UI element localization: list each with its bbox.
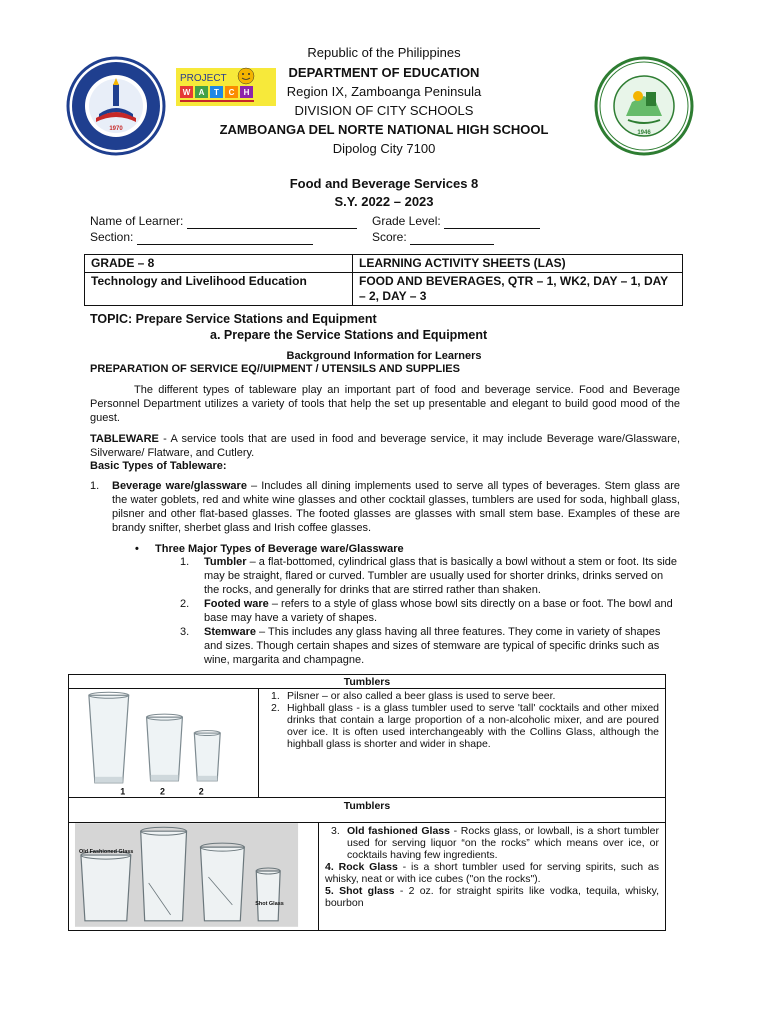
item-number: 2. [180,598,190,610]
svg-text:W: W [182,88,191,97]
svg-text:1970: 1970 [109,126,123,132]
item-term: Tumbler [204,556,247,568]
item-number: 4. [325,861,334,873]
shot-glass-label: Shot Glass [255,900,284,907]
old-fashioned-glasses-image [69,823,319,930]
region-line: Region IX, Zamboanga Peninsula [286,84,482,99]
preparation-title: PREPARATION OF SERVICE EQ//UIPMENT / UTENSILS AND SUPPLIES [90,363,460,375]
school-name: ZAMBOANGA DEL NORTE NATIONAL HIGH SCHOOL [219,122,549,137]
tumblers-description [319,823,665,930]
list-item [325,861,659,885]
item-number: 3. [331,825,340,837]
bullet-heading-text: Three Major Types of Beverage ware/Glassware [155,543,404,555]
grade-cell: GRADE – 8 [85,255,353,273]
item-term: Rock Glass [338,861,398,873]
score-field-group [372,229,494,245]
republic-line: Republic of the Philippines [307,45,461,60]
svg-text:A: A [198,88,205,97]
tableware-definition: - A service tools that are used in food and beverage service, it may include Beverage ware/Glassware, Silverware/ Flatware, and Cutlery. [90,433,680,459]
basic-types-heading: Basic Types of Tableware: [90,460,227,472]
bullet-heading [135,542,404,556]
item-definition: - 2 oz. for straight spirits like vodka, tequila, whisky, bourbon [325,885,659,909]
item-definition: - Rocks glass, or lowball, is a short tumbler used for serving liquor “on the rocks” which means over ice, or cocktails having few ingredients. [347,825,660,861]
school-year: S.Y. 2022 – 2023 [334,194,434,209]
department-line: DEPARTMENT OF EDUCATION [288,65,480,80]
list-item [265,690,659,702]
score-blank[interactable] [410,233,494,245]
svg-text:PROJECT: PROJECT [180,73,227,84]
table-row [85,255,683,273]
item-text: Pilsner – or also called a beer glass is used to serve beer. [287,690,556,702]
item-term: Stemware [204,626,256,638]
tumblers-heading: Tumblers [69,675,665,689]
name-label: Name of Learner: [90,214,184,228]
svg-text:1946: 1946 [637,130,651,136]
item-number: 5. [325,885,334,897]
list-item [180,555,680,597]
grade-label: Grade Level: [372,214,441,228]
background-heading: Background Information for Learners [286,350,482,362]
list-item [180,597,680,625]
item-term: Beverage ware/glassware [112,480,247,492]
item-definition: – Includes all dining implements used to serve all types of beverages. Stem glass are the water goblets, red and white wine glasses and other cocktail glasses, tumblers are used for soda, highball glass, pilsner and other flat-based glasses. The footed glasses are glasses with small stem base. Examples of these are brandy snifter, sherbet glass and Irish coffee glasses. [112,480,681,534]
svg-text:C: C [228,88,235,97]
tumblers-table-2 [68,797,666,931]
tableware-paragraph [90,432,680,460]
glassware-types-list [180,555,680,667]
section-field-group [90,229,313,245]
subject-cell: Technology and Livelihood Education [85,273,353,306]
grade-field-group [372,213,540,229]
quarter-cell: FOOD AND BEVERAGES, QTR – 1, WK2, DAY – 1, DAY – 2, DAY – 3 [353,273,683,306]
item-text [112,479,680,535]
tableware-term: TABLEWARE [90,433,159,445]
tumblers-heading: Tumblers [69,798,665,823]
name-field-group [90,213,357,229]
section-blank[interactable] [137,233,313,245]
list-item [180,625,680,667]
intro-paragraph: The different types of tableware play an important part of food and beverage service. Food and Beverage Personnel Department utilizes a variety of tools that help the set up presentable and elegant to build good mood of the guest. [90,384,680,424]
item-definition: – This includes any glass having all three features. They come in variety of shapes and sizes. Though certain shapes and sizes of stemware are typical of specific drinks such as wine, margarita and champagne. [204,626,661,666]
item-definition: - is a short tumbler used for serving spirits, such as whisky, neat or with ice cubes ("on the rocks"). [325,861,659,885]
subject-title: Food and Beverage Services 8 [289,176,479,191]
tumblers-body [69,689,665,797]
svg-text:T: T [214,88,219,97]
grade-blank[interactable] [444,217,540,229]
old-fashioned-label: Old Fashioned Glass [78,849,134,856]
glass-label: 2 [198,786,204,797]
item-number: 1. [271,690,280,702]
bullet-icon: • [135,543,139,555]
las-cell: LEARNING ACTIVITY SHEETS (LAS) [353,255,683,273]
item-term: Old fashioned Glass [347,825,450,837]
list-item [265,702,659,750]
item-number: 1. [180,556,190,568]
glass-label: 1 [120,786,126,797]
item-definition: – refers to a style of glass whose bowl sits directly on a base or foot. The bowl and base may have a variety of shapes. [204,598,673,624]
score-label: Score: [372,230,407,244]
item-term: Shot glass [339,885,395,897]
grade-info-table [84,254,683,306]
table-row [85,273,683,306]
division-line: DIVISION OF CITY SCHOOLS [294,103,474,118]
list-item [325,825,659,861]
glass-label: 2 [160,786,165,797]
list-item [325,885,659,909]
item-definition: – a flat-bottomed, cylindrical glass that is basically a bowl without a stem or foot. Its side may be straight, flared or curved. Tumbler are usually used for shorter drinks, drinks served on the rocks, and generally for drinks that are stirred rather than shaken. [204,556,677,596]
item-number: 3. [180,626,190,638]
city-line: Dipolog City 7100 [332,141,436,156]
tumblers-body [69,823,665,930]
item-text: Highball glass - is a glass tumbler used to serve 'tall' cocktails and other mixed drinks that contain a large proportion of a non-alcoholic mixer, and are poured over ice. It is often used interchangeably with the Collins Glass, although the highball glass is shorter and wider in shape. [287,702,659,750]
topic-line: TOPIC: Prepare Service Stations and Equipment [90,312,377,326]
list-item [90,479,680,535]
item-number: 1. [90,480,100,492]
topic-sub: a. Prepare the Service Stations and Equipment [210,328,488,342]
section-label: Section: [90,230,134,244]
item-number: 2. [271,702,280,714]
tumblers-description [259,689,665,797]
tumbler-glasses-image [69,689,259,797]
name-blank[interactable] [187,217,357,229]
item-term: Footed ware [204,598,269,610]
tumblers-table-1 [68,674,666,798]
svg-text:H: H [243,88,250,97]
